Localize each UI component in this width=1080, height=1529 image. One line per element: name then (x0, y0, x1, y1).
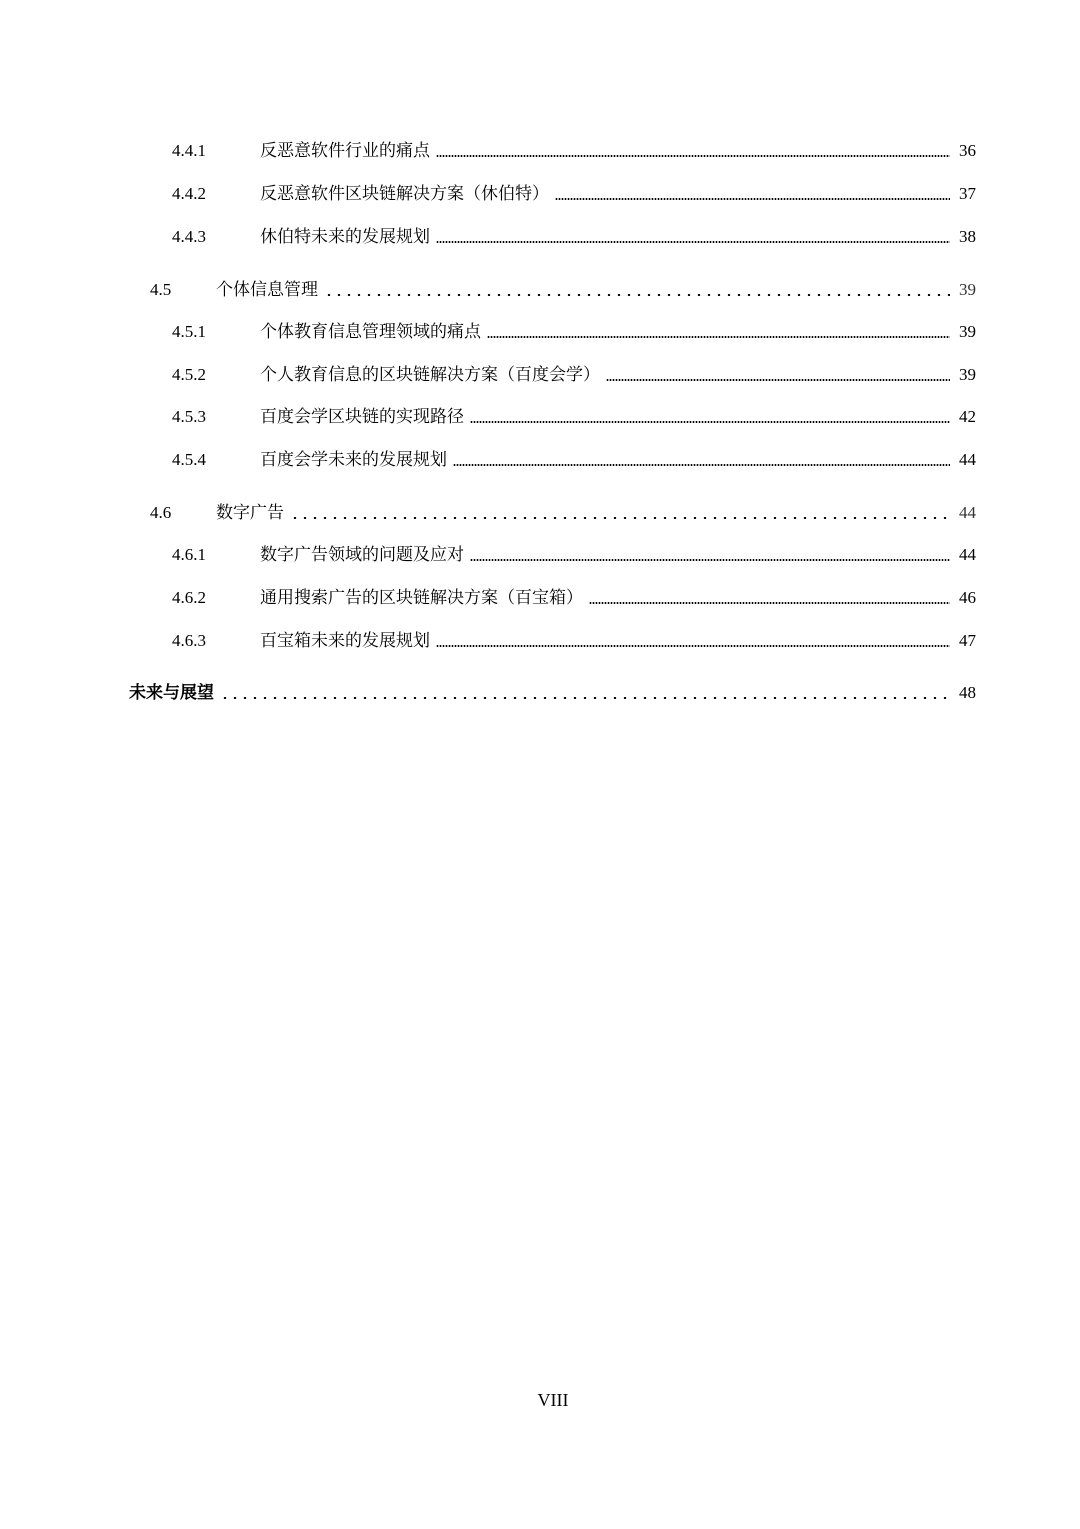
toc-entry-number: 4.4.2 (172, 184, 206, 203)
toc-entry-number: 4.6 (150, 503, 172, 522)
toc-entry-4-6[interactable] (150, 502, 976, 524)
toc-entry-number: 4.5.1 (172, 322, 206, 341)
toc-entry-page: 39 (959, 322, 976, 341)
toc-entry-page: 39 (959, 280, 976, 299)
toc-entry-title: 个体信息管理 (216, 280, 318, 300)
dot-leader (290, 517, 950, 519)
dot-leader (324, 294, 950, 296)
toc-entry-number: 4.6.2 (172, 588, 206, 607)
toc-entry-4-5-3[interactable] (172, 406, 976, 428)
toc-entry-4-4-2[interactable] (172, 183, 976, 205)
page-number-footer: VIII (537, 1390, 569, 1410)
dot-leader (589, 602, 950, 604)
toc-entry-title: 未来与展望 (129, 683, 214, 703)
toc-entry-page: 37 (959, 184, 976, 203)
toc-entry-page: 44 (959, 450, 976, 469)
toc-entry-number: 4.4.3 (172, 227, 206, 246)
toc-entry-4-6-3[interactable] (172, 630, 976, 652)
dot-leader (470, 559, 950, 561)
toc-entry-future-outlook[interactable] (129, 682, 976, 704)
toc-entry-title: 百度会学区块链的实现路径 (260, 407, 464, 427)
dot-leader (436, 645, 950, 647)
dot-leader (555, 198, 950, 200)
toc-entry-number: 4.5 (150, 280, 172, 299)
toc-entry-page: 44 (959, 545, 976, 564)
toc-entry-4-5[interactable] (150, 279, 976, 301)
toc-entry-title: 百宝箱未来的发展规划 (260, 631, 430, 651)
toc-entry-page: 44 (959, 503, 976, 522)
toc-entry-number: 4.5.3 (172, 407, 206, 426)
toc-entry-page: 47 (959, 631, 976, 650)
toc-entry-4-5-4[interactable] (172, 449, 976, 471)
toc-entry-title: 百度会学未来的发展规划 (260, 450, 447, 470)
dot-leader (436, 155, 950, 157)
toc-entry-title: 休伯特未来的发展规划 (260, 227, 430, 247)
toc-entry-title: 数字广告领域的问题及应对 (260, 545, 464, 565)
toc-entry-page: 46 (959, 588, 976, 607)
toc-entry-title: 反恶意软件行业的痛点 (260, 141, 430, 161)
toc-entry-number: 4.5.2 (172, 365, 206, 384)
toc-entry-number: 4.6.3 (172, 631, 206, 650)
toc-entry-page: 38 (959, 227, 976, 246)
toc-entry-4-5-2[interactable] (172, 364, 976, 386)
toc-entry-title: 通用搜索广告的区块链解决方案（百宝箱） (260, 588, 583, 608)
dot-leader (470, 421, 950, 423)
toc-entry-title: 数字广告 (216, 503, 284, 523)
dot-leader (453, 464, 950, 466)
toc-entry-page: 36 (959, 141, 976, 160)
toc-entry-title: 反恶意软件区块链解决方案（休伯特） (260, 184, 549, 204)
toc-entry-4-4-3[interactable] (172, 226, 976, 248)
toc-entry-title: 个体教育信息管理领域的痛点 (260, 322, 481, 342)
toc-entry-number: 4.6.1 (172, 545, 206, 564)
dot-leader (487, 336, 950, 338)
toc-entry-page: 42 (959, 407, 976, 426)
toc-entry-4-5-1[interactable] (172, 321, 976, 343)
dot-leader (606, 379, 950, 381)
toc-entry-number: 4.5.4 (172, 450, 206, 469)
toc-entry-4-6-2[interactable] (172, 587, 976, 609)
toc-entry-4-6-1[interactable] (172, 544, 976, 566)
toc-entry-page: 48 (959, 683, 976, 702)
toc-entry-4-4-1[interactable] (172, 140, 976, 162)
dot-leader (220, 697, 950, 699)
dot-leader (436, 241, 950, 243)
toc-entry-number: 4.4.1 (172, 141, 206, 160)
toc-entry-title: 个人教育信息的区块链解决方案（百度会学） (260, 365, 600, 385)
toc-entry-page: 39 (959, 365, 976, 384)
